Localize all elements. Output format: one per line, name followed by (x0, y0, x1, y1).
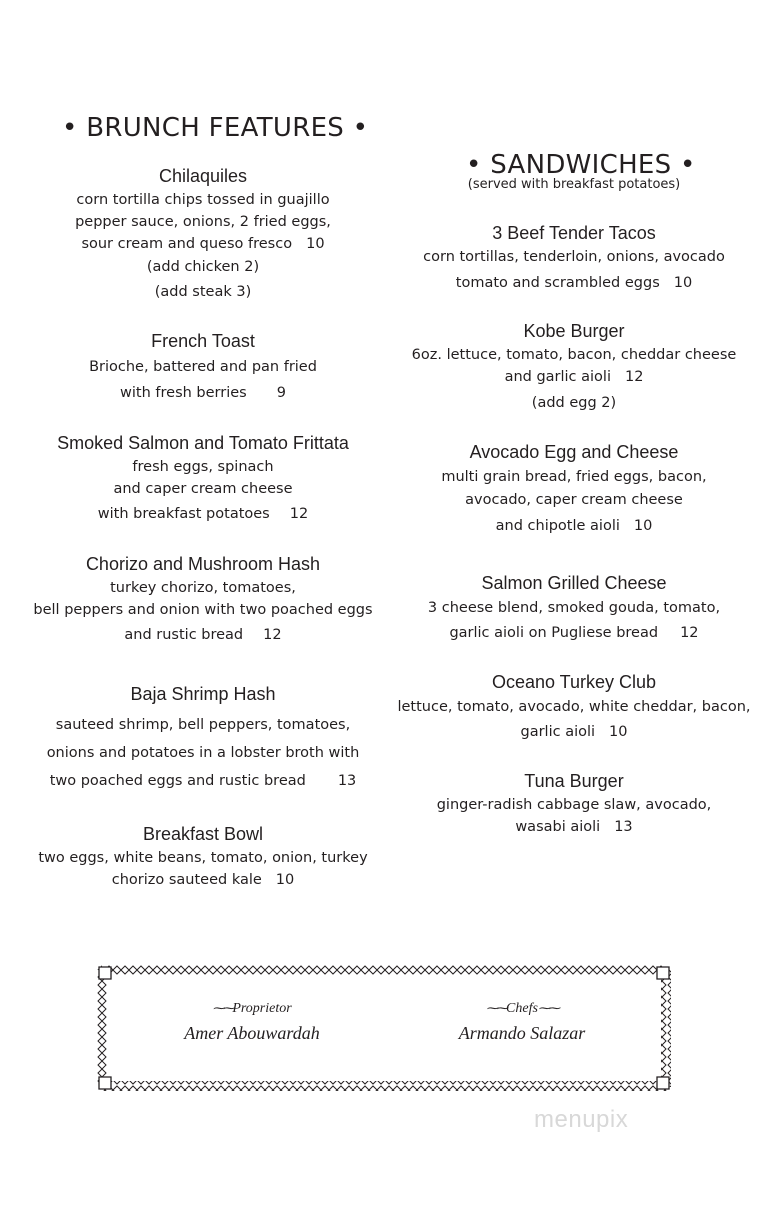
item-price: 12 (289, 506, 309, 522)
menu-item-tuna-burger (376, 770, 768, 838)
item-desc-line: two poached eggs and rustic bread (49, 773, 306, 789)
item-name: Chilaquiles (158, 166, 248, 186)
flourish-icon: ⁓⁓ (486, 1001, 507, 1015)
menu-item-smoked-salmon-frittata (0, 432, 406, 528)
item-desc-line: and caper cream cheese (113, 481, 293, 497)
menu-item-chilaquiles (0, 165, 406, 305)
item-addon: (add steak 3) (154, 284, 252, 300)
item-desc-line: with breakfast potatoes (97, 506, 270, 522)
menu-item-breakfast-bowl (0, 823, 406, 891)
item-desc-line: pepper sauce, onions, 2 fried eggs, (75, 214, 331, 230)
item-desc-line: sour cream and queso fresco (81, 236, 293, 252)
item-desc-line: fresh eggs, spinach (132, 459, 274, 475)
menu-item-salmon-grilled-cheese (376, 572, 768, 646)
item-name: French Toast (151, 331, 255, 351)
item-desc-line: and chipotle aioli (495, 518, 620, 534)
item-desc-line: multi grain bread, fried eggs, bacon, (441, 469, 707, 485)
item-price: 10 (275, 872, 295, 888)
credits-frame (97, 965, 671, 1091)
brunch-features-title: • BRUNCH FEATURES • (62, 113, 369, 143)
item-price: 10 (306, 236, 325, 252)
item-addon: (add egg 2) (531, 395, 617, 411)
item-desc-line: wasabi aioli (515, 819, 601, 835)
menu-item-french-toast (0, 330, 406, 406)
item-price: 12 (624, 369, 644, 385)
sandwiches-subtitle: (served with breakfast potatoes) (467, 177, 681, 192)
item-desc-line: garlic aioli on Pugliese bread (449, 625, 659, 641)
item-desc-line: avocado, caper cream cheese (465, 492, 683, 508)
item-name: Kobe Burger (523, 321, 625, 341)
item-price: 10 (673, 275, 693, 291)
proprietor-name: Amer Abouwardah (184, 1023, 320, 1043)
item-name: Smoked Salmon and Tomato Frittata (57, 433, 349, 453)
item-desc-line: sauteed shrimp, bell peppers, tomatoes, (55, 717, 351, 733)
item-price: 10 (633, 518, 653, 534)
item-desc-line: chorizo sauteed kale (111, 872, 262, 888)
item-desc-line: with fresh berries (120, 385, 247, 401)
item-name: 3 Beef Tender Tacos (492, 223, 656, 243)
item-desc-line: 6oz. lettuce, tomato, bacon, cheddar cheese (411, 347, 737, 363)
item-name: Baja Shrimp Hash (130, 684, 276, 704)
menu-item-beef-tender-tacos (376, 222, 768, 298)
item-desc-line: 3 cheese blend, smoked gouda, tomato, (427, 600, 721, 616)
menu-item-avocado-egg-cheese (376, 441, 768, 541)
item-desc-line: bell peppers and onion with two poached eggs (33, 602, 373, 618)
menupix-watermark: menupix (534, 1106, 629, 1133)
menu-item-baja-shrimp-hash (0, 683, 406, 795)
proprietor-signature (157, 1001, 347, 1044)
item-desc-line: tomato and scrambled eggs (455, 275, 660, 291)
flourish-icon: ⁓⁓ (537, 1001, 558, 1015)
chefs-label: Chefs (506, 1001, 538, 1016)
item-name: Salmon Grilled Cheese (481, 573, 667, 593)
item-desc-line: two eggs, white beans, tomato, onion, turkey (38, 850, 368, 866)
item-name: Chorizo and Mushroom Hash (85, 554, 321, 574)
item-name: Avocado Egg and Cheese (469, 442, 679, 462)
item-desc-line: lettuce, tomato, avocado, white cheddar, bacon, (397, 699, 751, 715)
menu-item-oceano-turkey-club (376, 671, 768, 745)
item-desc-line: turkey chorizo, tomatoes, (110, 580, 296, 596)
item-name: Tuna Burger (524, 771, 624, 791)
menu-item-chorizo-mushroom-hash (0, 553, 406, 649)
item-price: 12 (680, 625, 699, 641)
item-price: 12 (263, 627, 282, 643)
item-desc-line: ginger-radish cabbage slaw, avocado, (436, 797, 712, 813)
item-desc-line: and rustic bread (124, 627, 244, 643)
item-price: 10 (609, 724, 628, 740)
item-desc-line: garlic aioli (520, 724, 596, 740)
item-name: Breakfast Bowl (142, 824, 264, 844)
menu-item-kobe-burger (376, 320, 768, 418)
chefs-name: Armando Salazar (458, 1023, 586, 1043)
flourish-icon: ⁓⁓ (212, 1001, 233, 1015)
item-addon: (add chicken 2) (146, 259, 260, 275)
item-desc-line: corn tortillas, tenderloin, onions, avocado (423, 249, 725, 265)
item-price: 13 (337, 773, 357, 789)
item-name: Oceano Turkey Club (491, 672, 657, 692)
item-desc-line: onions and potatoes in a lobster broth with (46, 745, 360, 761)
item-price: 9 (276, 385, 286, 401)
sandwiches-title: • SANDWICHES • (466, 150, 696, 180)
proprietor-label: Proprietor (232, 1001, 292, 1016)
item-desc-line: and garlic aioli (504, 369, 611, 385)
item-desc-line: Brioche, battered and pan fried (89, 359, 317, 375)
item-price: 13 (614, 819, 633, 835)
item-desc-line: corn tortilla chips tossed in guajillo (76, 192, 330, 208)
chefs-signature (427, 1001, 617, 1044)
